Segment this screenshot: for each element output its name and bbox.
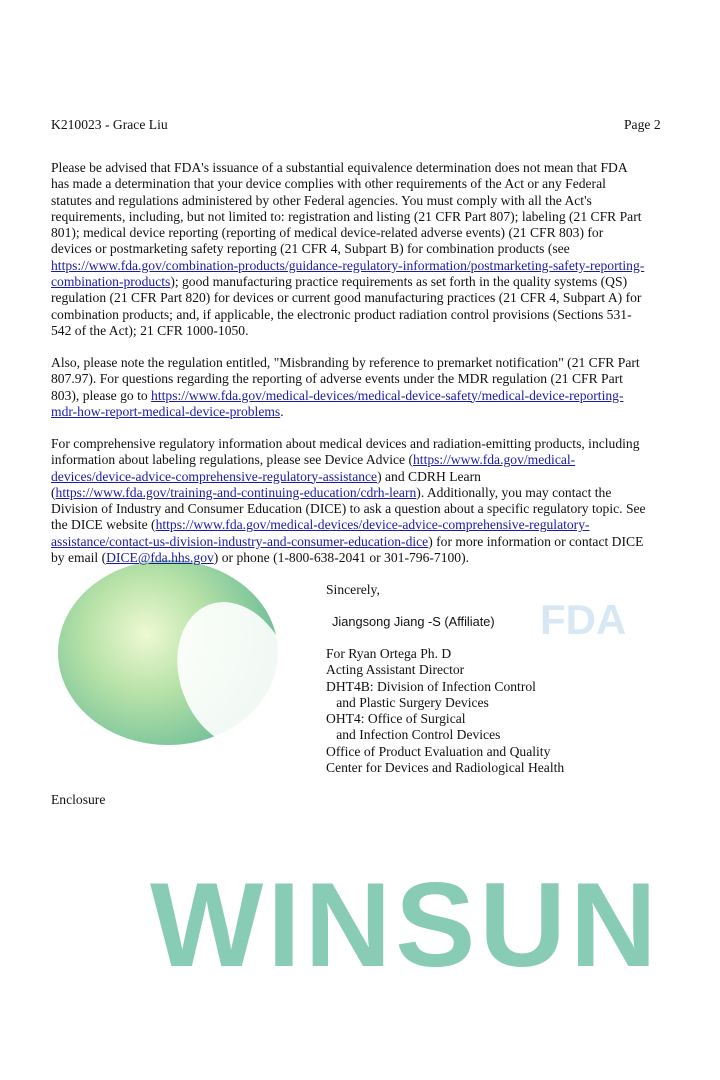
text-line — [51, 485, 646, 501]
text-line — [51, 274, 644, 290]
signature-stamp-fda: FDA — [540, 596, 627, 643]
hyperlink[interactable]: DICE@fda.hhs.gov — [106, 550, 214, 566]
hyperlink[interactable]: https://www.fda.gov/training-and-continuing-education/cdrh-learn — [55, 484, 417, 500]
text-segment: ); good manufacturing practice requirements as set forth in the quality systems (QS) — [170, 274, 628, 290]
signatory-line: OHT4: Office of Surgical — [326, 711, 466, 727]
text-line — [51, 388, 640, 404]
text-line — [51, 517, 646, 533]
text-segment: information about labeling regulations, please see Device Advice ( — [51, 452, 413, 468]
hyperlink[interactable]: https://www.fda.gov/combination-products/guidance-regulatory-information/postmarketing-safety-reporting- — [51, 257, 645, 273]
text-line — [51, 160, 644, 176]
text-line — [51, 404, 640, 420]
text-line — [51, 501, 646, 517]
watermark-text: WINSUN — [150, 858, 661, 992]
signatory-line: and Plastic Surgery Devices — [326, 694, 489, 710]
page-number: Page 2 — [624, 117, 661, 132]
text-line — [51, 371, 640, 387]
paragraph-regulatory-information — [51, 436, 646, 566]
text-line — [51, 290, 644, 306]
enclosure-label: Enclosure — [51, 792, 106, 807]
hyperlink[interactable]: devices/device-advice-comprehensive-regulatory-assistance — [51, 468, 378, 484]
text-line — [51, 176, 644, 192]
signatory-line: Center for Devices and Radiological Health — [326, 760, 565, 776]
text-segment: by email ( — [51, 550, 107, 566]
text-segment: ) for more information or contact DICE — [428, 533, 644, 549]
text-segment: 801); medical device reporting (reporting of medical device-related adverse events) (21 CFR 803) for — [51, 225, 604, 241]
text-segment: 803), please go to — [51, 387, 152, 403]
signatory-line: Acting Assistant Director — [326, 662, 465, 678]
text-segment: ). Additionally, you may contact the — [416, 484, 612, 500]
text-line — [51, 355, 640, 371]
hyperlink[interactable]: https://www.fda.gov/medical- — [413, 452, 576, 468]
text-line — [51, 258, 644, 274]
text-line — [51, 209, 644, 225]
signatory-line: For Ryan Ortega Ph. D — [326, 646, 452, 661]
hyperlink[interactable]: combination-products — [51, 274, 171, 290]
text-line — [51, 307, 644, 323]
text-line — [51, 436, 646, 452]
paragraph-misbranding — [51, 355, 640, 420]
hyperlink[interactable]: https://www.fda.gov/medical-devices/medical-device-safety/medical-device-reporting- — [151, 387, 624, 403]
salutation: Sincerely, — [326, 582, 380, 597]
text-segment: Please be advised that FDA's issuance of a substantial equivalence determination does not mean that FDA — [51, 160, 628, 175]
hyperlink[interactable]: https://www.fda.gov/medical-devices/device-advice-comprehensive-regulatory- — [155, 517, 590, 533]
text-line — [51, 452, 646, 468]
text-line — [51, 323, 644, 339]
digital-signature: Jiangsong Jiang -S (Affiliate) — [332, 614, 495, 629]
text-segment: the DICE website ( — [51, 517, 156, 533]
text-segment: . — [280, 403, 284, 419]
text-segment: For comprehensive regulatory information about medical devices and radiation-emitting products, including — [51, 436, 640, 451]
text-line — [51, 534, 646, 550]
text-segment: regulation (21 CFR Part 820) for devices or current good manufacturing practices (21 CFR 4, Subpart A) for — [51, 290, 642, 306]
document-id-header: K210023 - Grace Liu — [51, 117, 168, 132]
text-segment: ( — [51, 484, 56, 500]
text-line — [51, 550, 646, 566]
text-segment: devices or postmarketing safety reporting (21 CFR 4, Subpart B) for combination products (see — [51, 241, 570, 257]
text-segment: has made a determination that your device complies with other requirements of the Act or any Federal — [51, 176, 606, 192]
text-line — [51, 241, 644, 257]
signatory-block — [326, 646, 564, 776]
text-segment: 542 of the Act); 21 CFR 1000-1050. — [51, 322, 249, 338]
hyperlink[interactable]: assistance/contact-us-division-industry-and-consumer-education-dice — [51, 533, 429, 549]
text-segment: Division of Industry and Consumer Education (DICE) to ask a question about a specific regulatory topic. See — [51, 501, 646, 517]
hyperlink[interactable]: mdr-how-report-medical-device-problems — [51, 403, 281, 419]
text-segment: 807.97). For questions regarding the reporting of adverse events under the MDR regulation (21 CFR Part — [51, 371, 623, 387]
text-segment: ) and CDRH Learn — [377, 468, 481, 484]
text-segment: statutes and regulations administered by other Federal agencies. You must comply with all the Act's — [51, 192, 592, 208]
text-segment: Also, please note the regulation entitled, "Misbranding by reference to premarket notification" (21 CFR Part — [51, 355, 640, 370]
signatory-line: DHT4B: Division of Infection Control — [326, 678, 536, 694]
paragraph-regulatory-requirements — [51, 160, 644, 339]
text-line — [51, 469, 646, 485]
text-line — [51, 225, 644, 241]
text-line — [51, 193, 644, 209]
text-segment: requirements, including, but not limited to: registration and listing (21 CFR Part 807); labeling (21 CFR Part — [51, 208, 642, 224]
signatory-line: and Infection Control Devices — [326, 727, 501, 743]
text-segment: combination products; and, if applicable, the electronic product radiation control provisions (Sections 531- — [51, 306, 632, 322]
text-segment: ) or phone (1-800-638-2041 or 301-796-7100). — [213, 550, 470, 566]
signatory-line: Office of Product Evaluation and Quality — [326, 743, 551, 759]
